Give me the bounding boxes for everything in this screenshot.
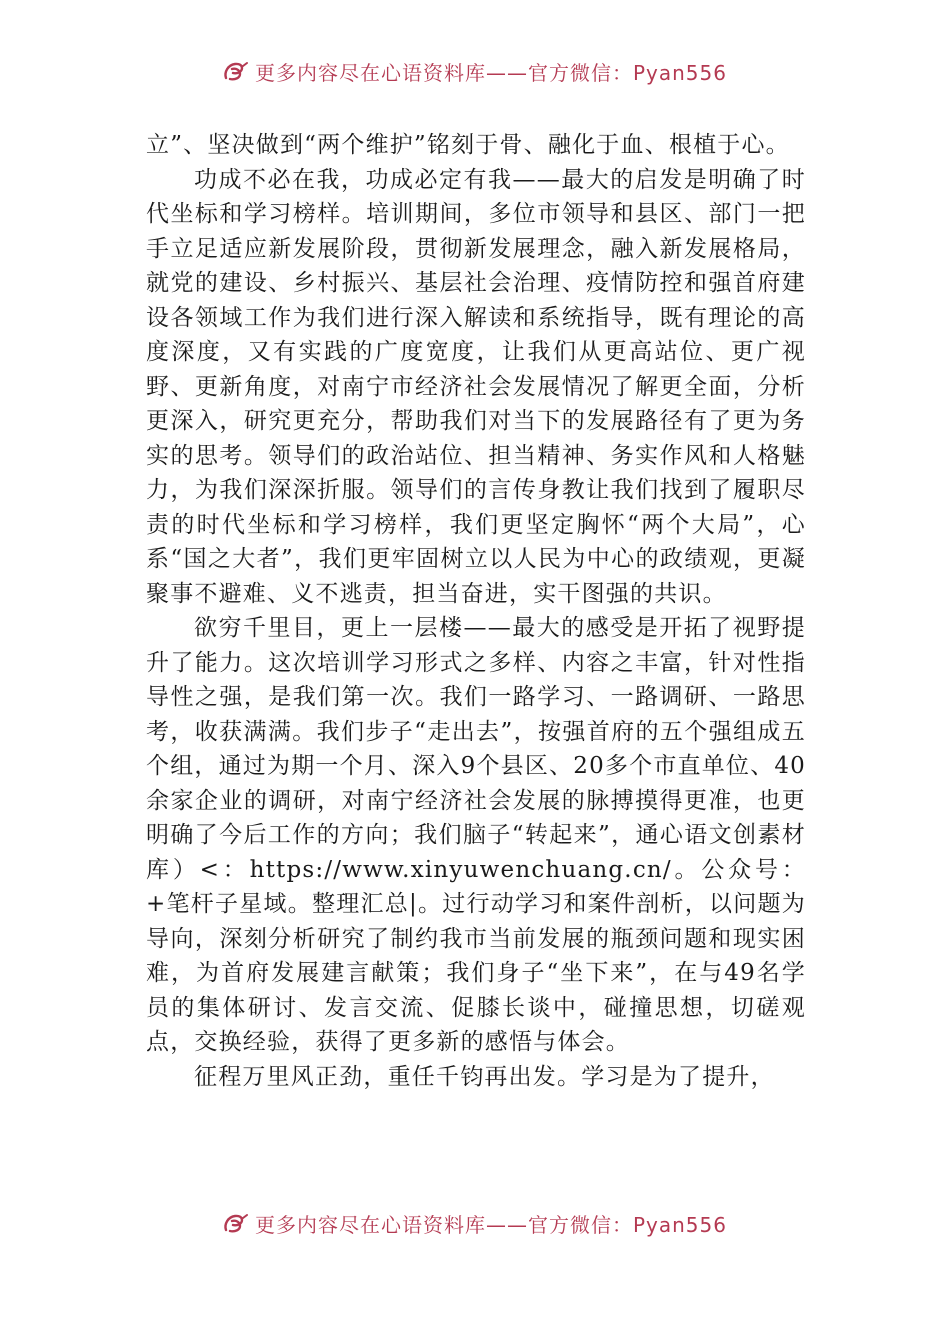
paragraph-inspiration: 功成不必在我，功成必定有我——最大的启发是明确了时代坐标和学习榜样。培训期间，多位市领导和县区、部门一把手立足适应新发展阶段，贯彻新发展理念，融入新发展格局，就党的建设、乡村振兴、基层社会治理、疫情防控和强首府建设各领域工作为我们进行深入解读和系统指导，既有理论的高度深度，又有实践的广度宽度，让我们从更高站位、更广视野、更新角度，对南宁市经济社会发展情况了解更全面，分析更深入，研究更充分，帮助我们对当下的发展路径有了更为务实的思考。领导们的政治站位、担当精神、务实作风和人格魅力，为我们深深折服。领导们的言传身教让我们找到了履职尽责的时代坐标和学习榜样，我们更坚定胸怀“两个大局”，心系“国之大者”，我们更牢固树立以人民为中心的政绩观，更凝聚事不避难、义不逃责，担当奋进，实干图强的共识。 [146,166,806,607]
footer-watermark [0,1206,950,1240]
paragraph-continuation: 立”、坚决做到“两个维护”铭刻于骨、融化于血、根植于心。 [146,132,790,158]
xinyu-logo-icon [223,60,249,82]
document-body [146,128,806,1094]
footer-watermark-text: 更多内容尽在心语资料库——官方微信：Pyan556 [254,1212,727,1237]
header-watermark-text: 更多内容尽在心语资料库——官方微信：Pyan556 [254,60,727,85]
xinyu-logo-icon [223,1212,249,1234]
paragraph-perspective: 欲穷千里目，更上一层楼——最大的感受是开拓了视野提升了能力。这次培训学习形式之多样、内容之丰富，针对性指导性之强，是我们第一次。我们一路学习、一路调研、一路思考，收获满满。我们步子“走出去”，按强首府的五个强组成五个组，通过为期一个月、深入9个县区、20多个市直单位、40余家企业的调研，对南宁经济社会发展的脉搏摸得更准，也更明确了今后工作的方向；我们脑子“转起来”，通心语文创素材库）<：https://www.xinyuwenchuang.cn/。公众号：+笔杆子星域。整理汇总|。过行动学习和案件剖析，以问题为导向，深刻分析研究了制约我市当前发展的瓶颈问题和现实困难，为首府发展建言献策；我们身子“坐下来”，在与49名学员的集体研讨、发言交流、促膝长谈中，碰撞思想，切磋观点，交换经验，获得了更多新的感悟与体会。 [146,615,806,1055]
header-watermark [0,54,950,88]
paragraph-journey: 征程万里风正劲，重任千钧再出发。学习是为了提升， [194,1063,775,1090]
